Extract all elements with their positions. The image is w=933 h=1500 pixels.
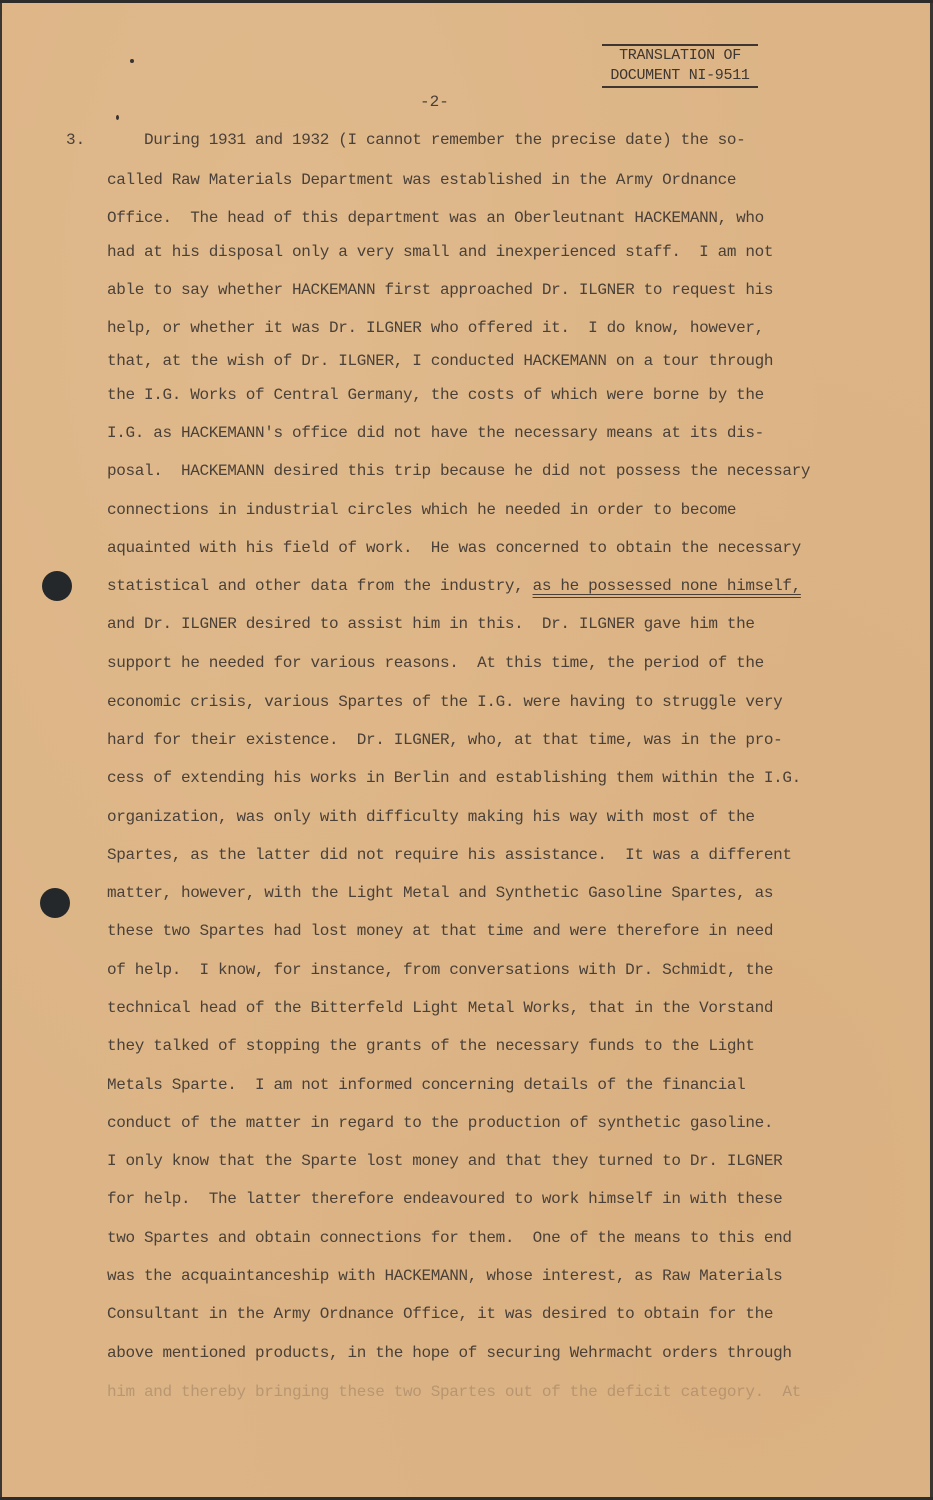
underlined-phrase: as he possessed none himself,: [532, 577, 801, 595]
text-line: technical head of the Bitterfeld Light Metal Works, that in the Vorstand: [107, 999, 774, 1017]
text-line: support he needed for various reasons. At this time, the period of the: [107, 654, 764, 672]
text-fragment: statistical and other data from the industry,: [107, 577, 533, 595]
text-line: economic crisis, various Spartes of the I.G. were having to struggle very: [107, 693, 783, 711]
header-rule-bottom: [602, 86, 758, 88]
text-line: help, or whether it was Dr. ILGNER who offered it. I do know, however,: [107, 319, 764, 337]
text-line: above mentioned products, in the hope of securing Wehrmacht orders through: [107, 1344, 792, 1362]
text-line: connections in industrial circles which he needed in order to become: [107, 501, 737, 519]
text-line: aquainted with his field of work. He was concerned to obtain the necessary: [107, 539, 801, 557]
text-line-faded: him and thereby bringing these two Spartes out of the deficit category. At: [107, 1383, 801, 1401]
punch-hole-lower: [40, 888, 70, 918]
text-line: matter, however, with the Light Metal and Synthetic Gasoline Spartes, as: [107, 884, 774, 902]
text-line: called Raw Materials Department was established in the Army Ordnance: [107, 171, 737, 189]
header-title-line2: DOCUMENT NI-9511: [610, 67, 750, 84]
text-line: they talked of stopping the grants of the necessary funds to the Light: [107, 1037, 755, 1055]
text-line: I.G. as HACKEMANN's office did not have the necessary means at its dis-: [107, 424, 764, 442]
text-line: Spartes, as the latter did not require his assistance. It was a different: [107, 846, 792, 864]
text-line: conduct of the matter in regard to the production of synthetic gasoline.: [107, 1114, 774, 1132]
paragraph-number: 3.: [66, 131, 86, 149]
punch-hole-upper: [42, 571, 72, 601]
ink-speck: [116, 115, 119, 120]
text-line: cess of extending his works in Berlin and establishing them within the I.G.: [107, 769, 801, 787]
text-line: Office. The head of this department was an Oberleutnant HACKEMANN, who: [107, 209, 764, 227]
text-line: these two Spartes had lost money at that time and were therefore in need: [107, 922, 774, 940]
ink-speck: [130, 59, 134, 63]
text-line-with-underline: [107, 577, 801, 595]
page-number: -2-: [420, 93, 449, 111]
text-line: organization, was only with difficulty making his way with most of the: [107, 808, 755, 826]
text-line: posal. HACKEMANN desired this trip because he did not possess the necessary: [107, 462, 811, 480]
header-title-line1: TRANSLATION OF: [619, 47, 741, 64]
text-line: hard for their existence. Dr. ILGNER, who, at that time, was in the pro-: [107, 731, 783, 749]
text-line: for help. The latter therefore endeavoured to work himself in with these: [107, 1190, 783, 1208]
text-line: and Dr. ILGNER desired to assist him in this. Dr. ILGNER gave him the: [107, 615, 755, 633]
text-line: I only know that the Sparte lost money and that they turned to Dr. ILGNER: [107, 1152, 783, 1170]
text-line: that, at the wish of Dr. ILGNER, I conducted HACKEMANN on a tour through: [107, 352, 774, 370]
text-line: Consultant in the Army Ordnance Office, it was desired to obtain for the: [107, 1305, 774, 1323]
text-line: the I.G. Works of Central Germany, the costs of which were borne by the: [107, 386, 764, 404]
text-line: had at his disposal only a very small and inexperienced staff. I am not: [107, 243, 774, 261]
text-line: During 1931 and 1932 (I cannot remember the precise date) the so-: [107, 131, 746, 149]
text-line: Metals Sparte. I am not informed concerning details of the financial: [107, 1076, 746, 1094]
text-line: able to say whether HACKEMANN first approached Dr. ILGNER to request his: [107, 281, 774, 299]
document-page: [2, 3, 930, 1497]
text-line: was the acquaintanceship with HACKEMANN, whose interest, as Raw Materials: [107, 1267, 783, 1285]
text-line: of help. I know, for instance, from conversations with Dr. Schmidt, the: [107, 961, 774, 979]
document-header: [600, 44, 760, 88]
text-line: two Spartes and obtain connections for them. One of the means to this end: [107, 1229, 792, 1247]
